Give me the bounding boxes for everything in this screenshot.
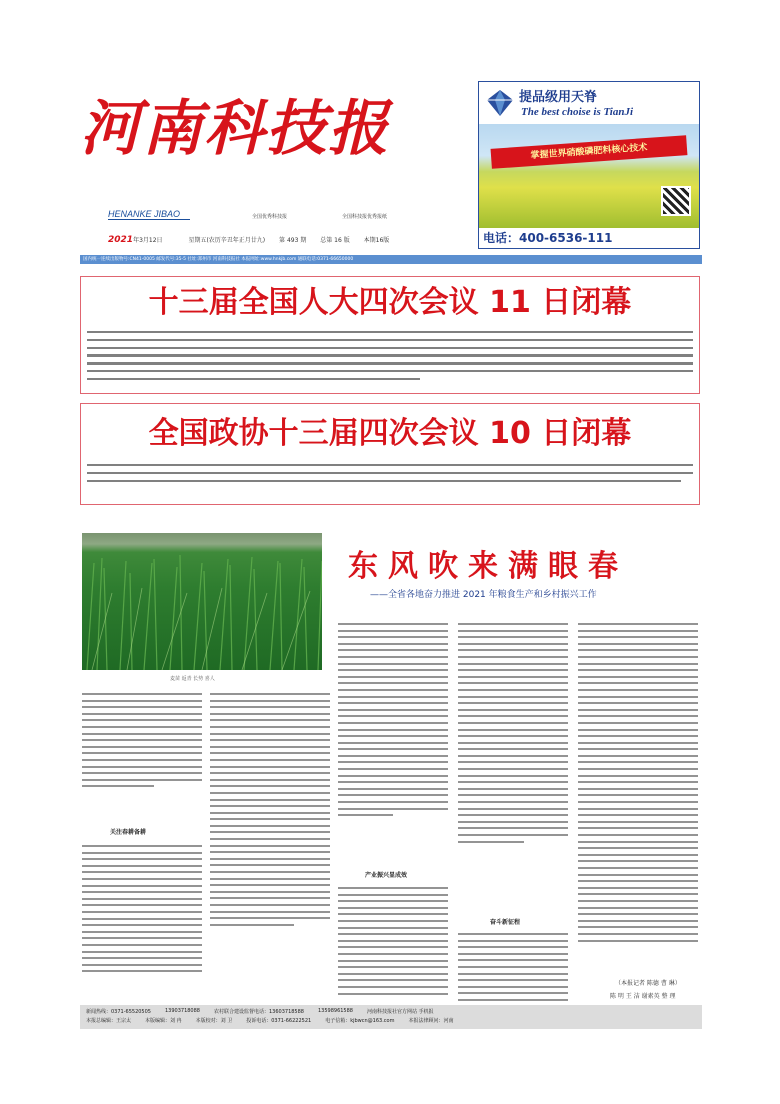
byline: （本报记者 陈德 曹 琳）	[615, 980, 681, 987]
body-text-npc	[87, 331, 693, 380]
dateline-weekday: 星期五(农历辛丑年正月廿九)	[188, 237, 266, 244]
headline-cppcc: 全国政协十三届四次会议 10 日闭幕	[148, 416, 632, 451]
news-box-cppcc	[80, 403, 700, 505]
footer-item: 本版编辑：刘 冉	[145, 1018, 182, 1024]
footer-item: 农村联合建设监督电话：13603718588	[213, 1009, 304, 1015]
dateline-issue: 第 493 期	[279, 237, 307, 244]
info-bar: 国内统一连续出版物号:CN41-0005 邮发代号:35-5 社址:郑州市 河南科技报社 本报网址:www.hnkjb.com 通联电话:0371-66650000	[80, 255, 702, 264]
subhead-2: 产业振兴显成效	[365, 872, 408, 879]
body-column-5	[578, 623, 698, 946]
dateline-date: 年3月12日	[133, 237, 163, 244]
footer-item: 13903718088	[164, 1008, 200, 1014]
photo-caption: 麦苗 返青 长势 喜人	[170, 676, 215, 682]
ad-subline: The best choise is TianJi	[521, 106, 634, 118]
body-column-1b	[82, 845, 202, 977]
dateline-edition: 总第 16 版	[320, 237, 350, 244]
tianji-advertisement[interactable]	[478, 81, 700, 249]
feature-title: 东风吹来满眼春	[348, 549, 628, 584]
byline-editors: 陈 明 王 洁 谢素英 整 理	[610, 993, 676, 1000]
body-column-3	[338, 623, 448, 821]
footer-item: 13598961588	[317, 1008, 353, 1014]
feature-subtitle: ——全省各地奋力推进 2021 年粮食生产和乡村振兴工作	[370, 590, 597, 600]
headline-npc: 十三届全国人大四次会议 11 日闭幕	[148, 285, 632, 320]
body-column-1	[82, 693, 202, 792]
footer-item: 本版校对：刘 卫	[195, 1018, 233, 1024]
news-box-npc	[80, 276, 700, 394]
diamond-logo-icon	[485, 88, 515, 118]
footer-email-link[interactable]: 电子信箱：kjbwcn@163.com	[325, 1018, 395, 1024]
subhead-3: 奋斗新征程	[490, 919, 521, 926]
body-column-3b	[338, 887, 448, 999]
footer-item: 本报总编辑：王宗太	[86, 1018, 132, 1024]
footer-item: 河南科技报社官方网站 手机报	[366, 1009, 434, 1015]
footer-contacts	[80, 1005, 702, 1029]
newspaper-page	[80, 75, 702, 1035]
qr-code-icon[interactable]	[661, 186, 691, 216]
ad-banner: 掌握世界硝酸磷肥料核心技术	[491, 135, 688, 169]
dateline	[108, 235, 401, 245]
body-column-4	[458, 623, 568, 847]
masthead-pinyin: HENANKE JIBAO	[108, 209, 190, 220]
body-column-2	[210, 693, 330, 930]
footer-item: 新闻热线：0371-65520505	[86, 1009, 151, 1015]
dateline-year: 2021	[108, 235, 134, 245]
wheat-field-photo	[82, 533, 322, 670]
slogan-2: 全国科技报优秀报纸	[342, 214, 388, 220]
masthead-title: 河南科技报	[80, 94, 390, 164]
slogan-1: 全国优秀科技报	[252, 214, 288, 220]
footer-item: 本报法律顾问：河南	[408, 1018, 454, 1024]
dateline-pages: 本期16版	[363, 237, 390, 244]
footer-item: 投诉电话：0371-66222521	[246, 1018, 312, 1024]
subhead-1: 关注春耕备耕	[110, 829, 147, 836]
body-text-cppcc	[87, 464, 693, 482]
ad-phone: 电话：400-6536-111	[479, 228, 699, 248]
ad-headline: 提品级用天脊	[519, 90, 598, 105]
masthead	[80, 75, 475, 205]
body-column-4b	[458, 933, 568, 1012]
